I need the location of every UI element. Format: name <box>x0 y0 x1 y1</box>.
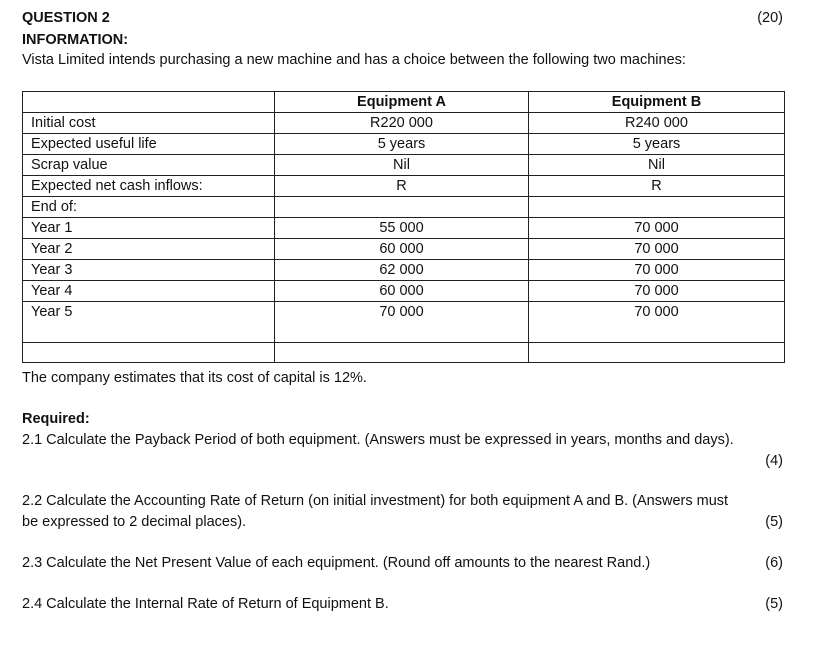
empty-cell <box>275 343 529 363</box>
equipment-b-value: R <box>529 176 785 197</box>
equipment-b-value: 70 000 <box>529 239 785 260</box>
row-label: Expected net cash inflows: <box>23 176 275 197</box>
equipment-a-value: R <box>275 176 529 197</box>
table-row <box>23 134 785 155</box>
question-total-marks: (20) <box>757 10 783 26</box>
question-2-1-text: 2.1 Calculate the Payback Period of both equipment. (Answers must be expressed in years, months and days). <box>22 432 734 448</box>
table-row <box>23 176 785 197</box>
equipment-a-value: 70 000 <box>275 302 529 343</box>
table-row <box>23 197 785 218</box>
question-title: QUESTION 2 <box>22 10 110 26</box>
question-2-2-text-line2: be expressed to 2 decimal places). <box>22 514 247 530</box>
equipment-b-value: 70 000 <box>529 281 785 302</box>
question-2-4-marks: (5) <box>765 596 783 612</box>
intro-text: Vista Limited intends purchasing a new machine and has a choice between the following two machines: <box>22 52 686 68</box>
empty-cell <box>23 343 275 363</box>
equipment-b-value: 5 years <box>529 134 785 155</box>
equipment-b-header: Equipment B <box>529 92 785 113</box>
equipment-a-value <box>275 197 529 218</box>
table-empty-row <box>23 343 785 363</box>
question-2-3-text: 2.3 Calculate the Net Present Value of each equipment. (Round off amounts to the nearest Rand.) <box>22 555 651 571</box>
row-label: Scrap value <box>23 155 275 176</box>
row-label: Initial cost <box>23 113 275 134</box>
equipment-b-value: 70 000 <box>529 302 785 343</box>
equipment-a-value: Nil <box>275 155 529 176</box>
row-label: Expected useful life <box>23 134 275 155</box>
equipment-b-value: Nil <box>529 155 785 176</box>
equipment-b-value: R240 000 <box>529 113 785 134</box>
equipment-a-value: 5 years <box>275 134 529 155</box>
equipment-b-value: 70 000 <box>529 260 785 281</box>
information-heading: INFORMATION: <box>22 32 129 48</box>
row-label: Year 5 <box>23 302 275 343</box>
row-label: End of: <box>23 197 275 218</box>
equipment-a-value: 55 000 <box>275 218 529 239</box>
table-row <box>23 260 785 281</box>
required-heading: Required: <box>22 411 90 427</box>
equipment-a-value: 60 000 <box>275 281 529 302</box>
table-header-cell <box>23 92 275 113</box>
empty-cell <box>529 343 785 363</box>
row-label: Year 4 <box>23 281 275 302</box>
question-2-4-text: 2.4 Calculate the Internal Rate of Return of Equipment B. <box>22 596 389 612</box>
equipment-a-value: 60 000 <box>275 239 529 260</box>
question-2-1-marks: (4) <box>765 453 783 469</box>
table-row <box>23 281 785 302</box>
equipment-a-header: Equipment A <box>275 92 529 113</box>
row-label: Year 3 <box>23 260 275 281</box>
question-2-2-marks: (5) <box>765 514 783 530</box>
question-2-3-marks: (6) <box>765 555 783 571</box>
table-row <box>23 302 785 343</box>
table-row <box>23 113 785 134</box>
equipment-a-value: R220 000 <box>275 113 529 134</box>
equipment-a-value: 62 000 <box>275 260 529 281</box>
table-header-row <box>23 92 785 113</box>
machines-table <box>22 91 785 363</box>
table-row <box>23 218 785 239</box>
equipment-b-value <box>529 197 785 218</box>
row-label: Year 2 <box>23 239 275 260</box>
cost-of-capital-text: The company estimates that its cost of capital is 12%. <box>22 370 367 386</box>
question-2-2-text-line1: 2.2 Calculate the Accounting Rate of Return (on initial investment) for both equipment A and B. (Answers must <box>22 493 729 509</box>
table-row <box>23 155 785 176</box>
row-label: Year 1 <box>23 218 275 239</box>
equipment-b-value: 70 000 <box>529 218 785 239</box>
table-row <box>23 239 785 260</box>
